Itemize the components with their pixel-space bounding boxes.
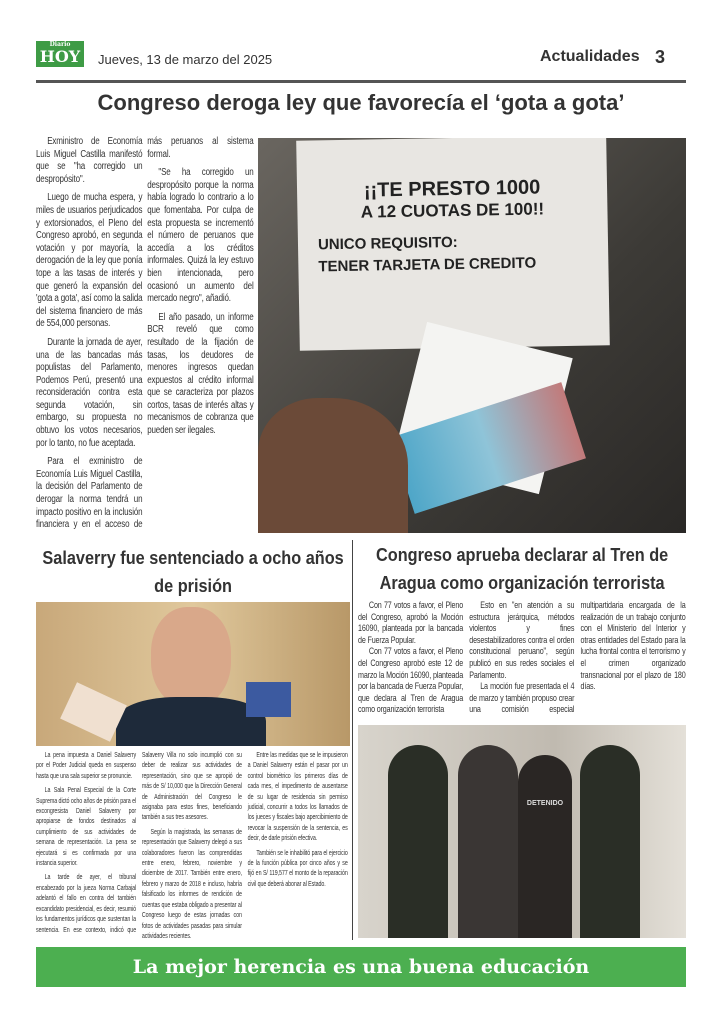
paragraph: Entre las medidas que se le impusieron a Daniel Salaverry están el pasar por un control biométrico los primeros días de cada mes, el impedimento de ausentarse de su lugar de residencia sin permiso judicial, concurrir a todos los llamados de los jueces y fiscales bajo apercibimiento de revocar la suspensión de la sentencia, es decir, de darle prisión efectiva. (247, 750, 348, 843)
face (151, 607, 231, 707)
microphone-flag (246, 682, 291, 717)
paragraph: También se le inhabilitó para el ejercicio de la función pública por cinco años y se fijó en S/ 119,577 el monto de la reparación civil que deberá abonar al Estado. (247, 847, 348, 888)
paragraph: Esto en "en atención a su estructura jerárquica, métodos violentos y fines desestabilizadores contra el orden constitucional peruano", según publicó en sus redes sociales el Parlamento. (469, 600, 575, 680)
footer-banner: La mejor herencia es una buena educación (36, 947, 686, 987)
paragraph: La pena impuesta a Daniel Salaverry por el Poder Judicial queda en suspenso hasta que una sala superior se pronuncie. (36, 750, 137, 780)
police-officer (580, 745, 640, 938)
paragraph: La tarde de ayer, el tribunal encabezado por la jueza Norma Carbajal adelantó el fallo en contra del también excandidato presidencial, es decir, resumió los fundamentos jurídicos que sustentan la sentencia. En ese contexto, indicó que Salaverry Villa no solo incumplió con su deber de realizar sus actividades de representación, sino que se apropió de más de S/ 10,000 que la Dirección General de Administración del Congreso le asignaba para estos fines, beneficiando también a sus tres asesores. (36, 750, 242, 934)
detainee (458, 745, 518, 938)
sign-text: UNICO REQUISITO: (317, 233, 458, 254)
sign-text: TENER TARJETA DE CREDITO (318, 254, 537, 276)
issue-date: Jueves, 13 de marzo del 2025 (98, 52, 273, 67)
logo-top: Diario (49, 41, 71, 48)
paragraph: Con 77 votos a favor, el Pleno del Congreso, aprobó la Moción 16090, planteada por la bancada de Fuerza Popular. (358, 600, 464, 645)
paragraph: La Sala Penal Especial de la Corte Suprema dictó ocho años de prisión para el excongresista Daniel Salaverry por apropiarse de fondos destinados al cumplimiento de sus actividades de semana de representación. La pena se ejecutará si es confirmada por una instancia superior. (36, 785, 137, 868)
main-story-text (36, 136, 254, 536)
logo-main: HOY (39, 47, 81, 66)
paragraph: La moción fue presentada el 4 de marzo y también propuso crear una comisión especial multipartidaria encargada de la realización de un trabajo conjunto con el Ministerio del Interior y otras entidades del Estado para la lucha frontal contra el terrorismo y el crimen organizado transnacional por el plazo de 180 días. (469, 600, 686, 715)
hand (258, 398, 408, 533)
header-rule (36, 80, 686, 83)
loan-flyer-photo (258, 138, 686, 533)
paragraph: El año pasado, un informe BCR reveló que como resultado de la fijación de tasas, los deudores de menores ingresos quedan expuestos al crédito informal que se caracteriza por plazos cortos, tasas de interés altas y mecanismos de cobranza que pueden ser ilegales. (147, 311, 254, 437)
police-officer (388, 745, 448, 938)
paragraph: Durante la jornada de ayer, una de las bancadas más populistas del Parlamento, Podemos Perú, presentó una reconsideración contra esta segunda votación, sin embargo, su propuesta no obtuvo los votos necesarios, por lo tanto, no fue aceptada. (36, 336, 143, 449)
paragraph: Según la magistrada, las semanas de representación que Salaverry delegó a sus colaboradores fueron las comprendidas entre enero, febrero, noviembre y diciembre de 2017. También entre enero, febrero y marzo de 2018 e incluso, habría falsificado los informes de rendición de cuentas que estaba obligado a presentar al Congreso luego de estas jornadas con fotos de actividades pasadas para simular actividades recientes. (141, 826, 242, 940)
column-divider (352, 540, 353, 940)
tren-headline: Congreso aprueba declarar al Tren de Aragua como organización terrorista (375, 544, 669, 593)
paragraph: "Se ha corregido un despropósito porque la norma había logrado lo contrario a lo que fomentaba. Por culpa de esta propuesta se incrementó el número de peruanos que accedía a los créditos informales. Quizá la ley estuvo bien intencionada, pero ocasionó un aumento del mercado negro", añadió. (147, 167, 254, 305)
main-headline: Congreso deroga ley que favorecía el ‘gota a gota’ (97, 90, 625, 115)
sign-text: ¡¡TE PRESTO 1000 (363, 176, 541, 202)
salaverry-text (36, 750, 348, 944)
tren-story (358, 600, 686, 722)
paragraph: Con 77 votos a favor, el Pleno del Congreso aprobó este 12 de marzo la Moción 16090, planteada por la bancada de Fuerza Popular, que declara al Tren de Aragua como organización terrorista (358, 646, 464, 715)
flyer-sign (296, 138, 610, 351)
shirt-text: DETENIDO (526, 800, 564, 807)
newspaper-logo (36, 41, 84, 67)
detainee (518, 755, 572, 938)
page-number: 3 (655, 47, 666, 67)
arrest-photo (358, 725, 686, 938)
sign-text: A 12 CUOTAS DE 100!! (360, 199, 545, 222)
section-name: Actualidades (540, 48, 640, 65)
salaverry-photo (36, 602, 350, 746)
suit (116, 697, 266, 746)
paragraph: Exministro de Economía Luis Miguel Castilla manifestó que se "ha corregido un despropósito". (36, 136, 143, 185)
salaverry-headline: Salaverry fue sentenciado a ocho años de prisión (42, 547, 344, 596)
paragraph: Luego de mucha espera, y miles de usuarios perjudicados y extorsionados, el Pleno del Congreso aprobó, en segunda votación y por mayoría, la derogación de la ley que ponía tope a las tasas de interés y que generó la expansión del 'gota a gota', así como la salida del sistema financiero de más de 554,000 personas. (36, 192, 143, 330)
paragraph: Para el exministro de Economía Luis Miguel Castilla, la decisión del Parlamento de derogar la norma tendrá un impacto positivo en la inclusión financiera y en el acceso de más peruanos al sistema formal. (36, 136, 254, 531)
